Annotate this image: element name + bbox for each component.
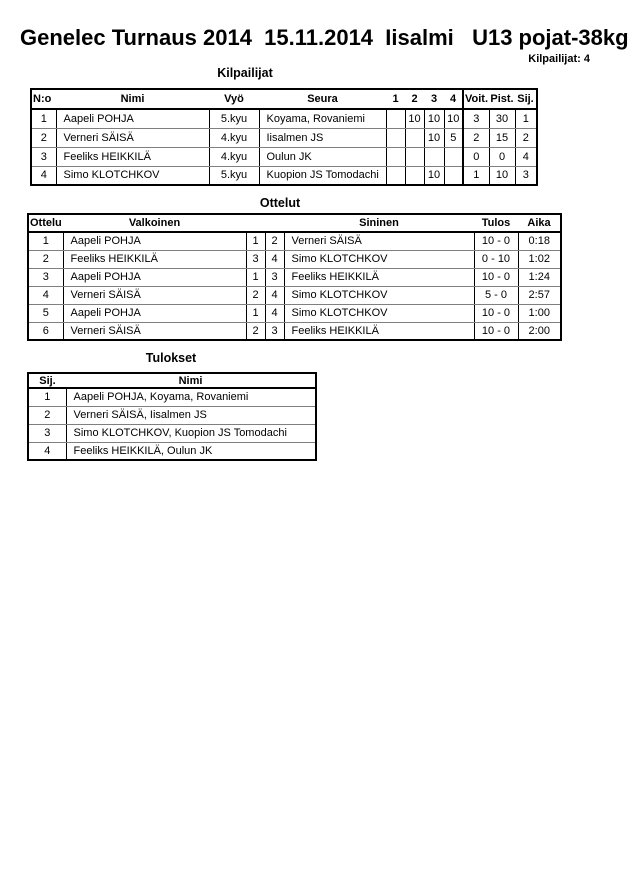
- cell-score-4: 10: [444, 109, 463, 128]
- cell-score-2: [405, 147, 424, 166]
- cell-valkoinen: Aapeli POHJA: [63, 304, 246, 322]
- table-row: [28, 322, 561, 340]
- col-header-sij: Sij.: [28, 373, 66, 388]
- cell-match-no: 3: [28, 268, 63, 286]
- kilpailijat-table: [30, 88, 538, 186]
- col-header-sininen: Sininen: [284, 214, 474, 232]
- cell-valkoinen: Feeliks HEIKKILÄ: [63, 250, 246, 268]
- section-title-tulokset: Tulokset: [145, 351, 197, 365]
- cell-score-4: 5: [444, 128, 463, 147]
- col-header-seura: Seura: [259, 89, 386, 109]
- cell-vyo: 5.kyu: [209, 166, 259, 185]
- cell-valkoinen: Aapeli POHJA: [63, 268, 246, 286]
- cell-no: 4: [31, 166, 56, 185]
- cell-score-2: [405, 128, 424, 147]
- cell-white-no: 2: [246, 322, 265, 340]
- section-title-kilpailijat: Kilpailijat: [217, 66, 273, 80]
- cell-match-no: 2: [28, 250, 63, 268]
- cell-white-no: 1: [246, 232, 265, 250]
- cell-sininen: Simo KLOTCHKOV: [284, 250, 474, 268]
- page-title: Genelec Turnaus 2014 15.11.2014 Iisalmi U13 pojat-38kg: [20, 25, 629, 50]
- cell-score-4: [444, 147, 463, 166]
- cell-pist: 30: [489, 109, 515, 128]
- cell-sij: 3: [515, 166, 537, 185]
- col-header-1: 1: [386, 89, 405, 109]
- cell-score-3: 10: [424, 128, 444, 147]
- col-header-aika: Aika: [518, 214, 561, 232]
- table-row: [31, 109, 537, 128]
- cell-voit: 2: [463, 128, 489, 147]
- cell-score-2: [405, 166, 424, 185]
- cell-nimi: Simo KLOTCHKOV, Kuopion JS Tomodachi: [66, 424, 316, 442]
- col-header-voit: Voit.: [463, 89, 489, 109]
- cell-sij: 1: [28, 388, 66, 406]
- cell-tulos: 0 - 10: [474, 250, 518, 268]
- cell-score-1: [386, 128, 405, 147]
- cell-voit: 1: [463, 166, 489, 185]
- table-row: [31, 128, 537, 147]
- cell-seura: Iisalmen JS: [259, 128, 386, 147]
- cell-aika: 0:18: [518, 232, 561, 250]
- cell-blue-no: 3: [265, 322, 284, 340]
- cell-blue-no: 4: [265, 250, 284, 268]
- cell-sininen: Simo KLOTCHKOV: [284, 304, 474, 322]
- cell-sininen: Feeliks HEIKKILÄ: [284, 322, 474, 340]
- cell-blue-no: 4: [265, 304, 284, 322]
- cell-white-no: 1: [246, 304, 265, 322]
- ottelut-table: [27, 213, 562, 341]
- cell-seura: Kuopion JS Tomodachi: [259, 166, 386, 185]
- cell-sininen: Simo KLOTCHKOV: [284, 286, 474, 304]
- cell-aika: 1:02: [518, 250, 561, 268]
- table-row: [28, 304, 561, 322]
- col-header-4: 4: [444, 89, 463, 109]
- cell-white-no: 3: [246, 250, 265, 268]
- cell-tulos: 10 - 0: [474, 268, 518, 286]
- table-row: [28, 250, 561, 268]
- cell-vyo: 4.kyu: [209, 128, 259, 147]
- cell-sij: 3: [28, 424, 66, 442]
- cell-nimi: Feeliks HEIKKILÄ: [56, 147, 209, 166]
- kilpailijat-header-row: [31, 89, 537, 109]
- cell-score-1: [386, 147, 405, 166]
- cell-pist: 10: [489, 166, 515, 185]
- table-row: [31, 147, 537, 166]
- cell-match-no: 1: [28, 232, 63, 250]
- col-header-white-no: [246, 214, 265, 232]
- cell-seura: Koyama, Rovaniemi: [259, 109, 386, 128]
- col-header-3: 3: [424, 89, 444, 109]
- col-header-no: N:o: [31, 89, 56, 109]
- cell-no: 1: [31, 109, 56, 128]
- table-row: [28, 424, 316, 442]
- cell-no: 2: [31, 128, 56, 147]
- cell-blue-no: 3: [265, 268, 284, 286]
- cell-nimi: Aapeli POHJA, Koyama, Rovaniemi: [66, 388, 316, 406]
- cell-sij: 4: [515, 147, 537, 166]
- cell-nimi: Feeliks HEIKKILÄ, Oulun JK: [66, 442, 316, 460]
- col-header-nimi: Nimi: [66, 373, 316, 388]
- cell-tulos: 10 - 0: [474, 322, 518, 340]
- col-header-tulos: Tulos: [474, 214, 518, 232]
- cell-blue-no: 2: [265, 232, 284, 250]
- cell-valkoinen: Aapeli POHJA: [63, 232, 246, 250]
- cell-seura: Oulun JK: [259, 147, 386, 166]
- cell-score-2: 10: [405, 109, 424, 128]
- table-row: [28, 286, 561, 304]
- cell-sij: 2: [515, 128, 537, 147]
- col-header-ottelu: Ottelu: [28, 214, 63, 232]
- table-row: [31, 166, 537, 185]
- table-row: [28, 442, 316, 460]
- cell-score-3: [424, 147, 444, 166]
- col-header-nimi: Nimi: [56, 89, 209, 109]
- cell-aika: 1:00: [518, 304, 561, 322]
- cell-match-no: 4: [28, 286, 63, 304]
- cell-white-no: 1: [246, 268, 265, 286]
- cell-nimi: Aapeli POHJA: [56, 109, 209, 128]
- col-header-blue-no: [265, 214, 284, 232]
- cell-valkoinen: Verneri SÄISÄ: [63, 286, 246, 304]
- cell-voit: 3: [463, 109, 489, 128]
- tulokset-table: [27, 372, 317, 461]
- cell-nimi: Verneri SÄISÄ, Iisalmen JS: [66, 406, 316, 424]
- cell-white-no: 2: [246, 286, 265, 304]
- table-row: [28, 406, 316, 424]
- cell-score-4: [444, 166, 463, 185]
- cell-voit: 0: [463, 147, 489, 166]
- cell-sij: 2: [28, 406, 66, 424]
- cell-no: 3: [31, 147, 56, 166]
- ottelut-header-row: [28, 214, 561, 232]
- cell-sij: 4: [28, 442, 66, 460]
- cell-tulos: 5 - 0: [474, 286, 518, 304]
- table-row: [28, 388, 316, 406]
- cell-sininen: Feeliks HEIKKILÄ: [284, 268, 474, 286]
- cell-pist: 0: [489, 147, 515, 166]
- cell-aika: 2:57: [518, 286, 561, 304]
- section-title-ottelut: Ottelut: [259, 196, 301, 210]
- cell-blue-no: 4: [265, 286, 284, 304]
- cell-vyo: 4.kyu: [209, 147, 259, 166]
- cell-match-no: 6: [28, 322, 63, 340]
- cell-score-3: 10: [424, 109, 444, 128]
- col-header-pist: Pist.: [489, 89, 515, 109]
- cell-tulos: 10 - 0: [474, 232, 518, 250]
- cell-vyo: 5.kyu: [209, 109, 259, 128]
- tulokset-header-row: [28, 373, 316, 388]
- cell-valkoinen: Verneri SÄISÄ: [63, 322, 246, 340]
- cell-score-1: [386, 109, 405, 128]
- cell-tulos: 10 - 0: [474, 304, 518, 322]
- cell-match-no: 5: [28, 304, 63, 322]
- cell-aika: 1:24: [518, 268, 561, 286]
- table-row: [28, 268, 561, 286]
- cell-sij: 1: [515, 109, 537, 128]
- cell-nimi: Verneri SÄISÄ: [56, 128, 209, 147]
- col-header-vyo: Vyö: [209, 89, 259, 109]
- cell-score-3: 10: [424, 166, 444, 185]
- cell-sininen: Verneri SÄISÄ: [284, 232, 474, 250]
- cell-pist: 15: [489, 128, 515, 147]
- table-row: [28, 232, 561, 250]
- cell-aika: 2:00: [518, 322, 561, 340]
- cell-nimi: Simo KLOTCHKOV: [56, 166, 209, 185]
- col-header-sij: Sij.: [515, 89, 537, 109]
- cell-score-1: [386, 166, 405, 185]
- col-header-valkoinen: Valkoinen: [63, 214, 246, 232]
- col-header-2: 2: [405, 89, 424, 109]
- competitors-count-label: Kilpailijat: 4: [528, 53, 590, 65]
